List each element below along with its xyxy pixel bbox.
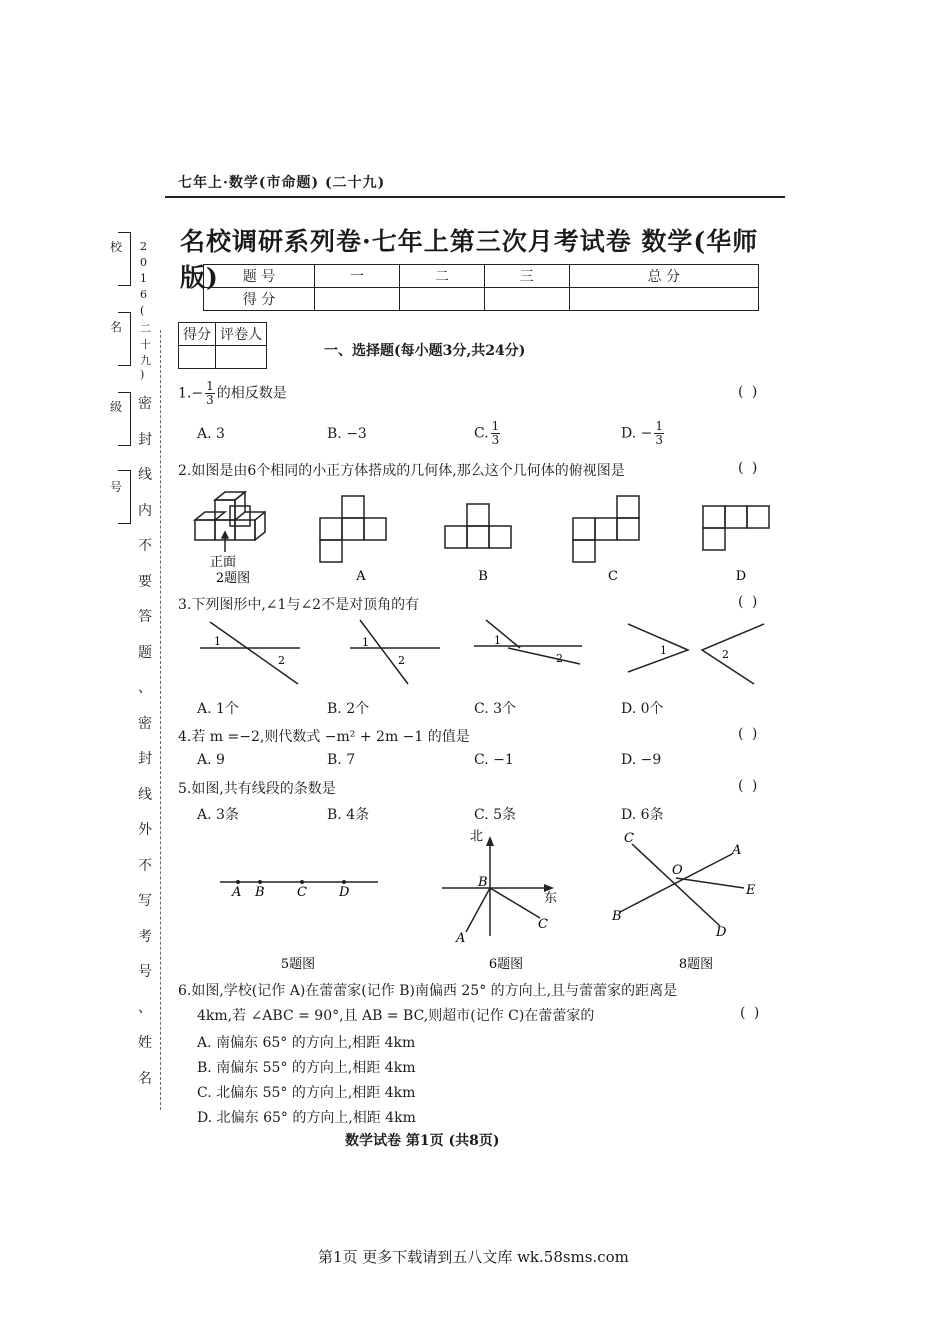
fraction-den: 3 — [206, 393, 214, 407]
score-input-total[interactable] — [569, 288, 758, 311]
q1-option-a: A. 3 — [197, 426, 225, 442]
question-3: 3.下列图形中,∠1与∠2不是对顶角的有 — [178, 597, 420, 613]
question-2: 2.如图是由6个相同的小正方体搭成的几何体,那么这个几何体的俯视图是 — [178, 463, 625, 479]
q4-option-b: B. 7 — [327, 752, 356, 768]
score-input-1[interactable] — [315, 288, 400, 311]
seal-line-char: 、 — [138, 999, 152, 1016]
series-header: 七年上·数学(市命题) (二十九) — [178, 175, 386, 191]
q5-option-b: B. 4条 — [327, 807, 370, 823]
angle-label: 2 — [398, 654, 405, 667]
seal-line-char: 答 — [138, 609, 152, 625]
grader-name-input[interactable] — [216, 346, 267, 369]
q2-fig-caption: 2题图 — [215, 571, 251, 586]
fig8-label: A — [732, 843, 742, 858]
answer-paren[interactable]: ( ) — [738, 726, 760, 742]
score-input-2[interactable] — [399, 288, 484, 311]
score-row-values — [204, 288, 759, 311]
q3-fig-b — [350, 620, 440, 684]
grader-score-label: 得分 — [179, 323, 216, 346]
q6-option-b: B. 南偏东 55° 的方向上,相距 4km — [197, 1060, 416, 1076]
question-6-line2: 4km,若 ∠ABC = 90°,且 AB = BC,则超市(记作 C)在蕾蕾家的 — [197, 1008, 595, 1024]
seal-line-char: 要 — [138, 573, 152, 590]
q1-option-b: B. −3 — [327, 426, 367, 442]
score-cell: 得 分 — [204, 288, 315, 311]
q6-option-a: A. 南偏东 65° 的方向上,相距 4km — [197, 1035, 416, 1051]
seal-year-char: 十 — [140, 338, 151, 351]
answer-paren[interactable]: ( ) — [738, 384, 760, 400]
seal-line-char: 名 — [138, 1070, 152, 1087]
north-arrow-icon — [486, 836, 494, 846]
question-6-line1: 6.如图,学校(记作 A)在蕾蕾家(记作 B)南偏西 25° 的方向上,且与蕾蕾家的距离是 — [178, 983, 678, 999]
seal-year-char: 九 — [140, 354, 151, 367]
grader-score-input[interactable] — [179, 346, 216, 369]
answer-paren[interactable]: ( ) — [740, 1005, 762, 1021]
score-row-header — [204, 265, 759, 288]
page-footer: 数学试卷 第1页 (共8页) — [345, 1133, 500, 1149]
seal-year-char: 6 — [140, 288, 147, 301]
fig5-label: D — [339, 885, 350, 900]
fig5-label: A — [232, 885, 242, 900]
fig6-north: 北 — [470, 829, 484, 844]
score-table — [203, 264, 759, 311]
fraction — [654, 420, 664, 447]
fig5-caption: 5题图 — [280, 957, 316, 972]
q2-label-a: A — [356, 569, 366, 584]
score-cell: 题 号 — [204, 265, 315, 288]
seal-line-char: 外 — [138, 822, 152, 838]
seal-year-char: 0 — [140, 256, 147, 269]
option-label: D. − — [621, 425, 653, 442]
angle-label: 1 — [660, 644, 667, 657]
q2-label-b: B — [478, 569, 488, 584]
seal-line-char: 号 — [138, 964, 152, 980]
fig6-east: 东 — [544, 891, 558, 906]
q2-label-d: D — [735, 569, 747, 584]
fraction-num: 1 — [491, 419, 500, 433]
score-cell: 二 — [399, 265, 484, 288]
fig5-label: B — [255, 885, 265, 900]
fraction-den: 3 — [491, 433, 500, 447]
q3-option-c: C. 3个 — [474, 701, 517, 717]
q6-option-d: D. 北偏东 65° 的方向上,相距 4km — [197, 1110, 416, 1126]
fraction-den: 3 — [655, 433, 663, 447]
q2-label-c: C — [608, 569, 618, 584]
seal-line-char: 封 — [138, 751, 152, 767]
section-title: 一、选择题(每小题3分,共24分) — [324, 343, 526, 359]
fig6-caption: 6题图 — [488, 957, 524, 972]
fig6-compass — [442, 840, 548, 936]
q3-option-b: B. 2个 — [327, 701, 370, 717]
seal-line-char: 写 — [138, 893, 152, 909]
q5-option-d: D. 6条 — [621, 807, 664, 823]
fig8-label: O — [672, 863, 683, 878]
question-4: 4.若 m =−2,则代数式 −m² + 2m −1 的值是 — [178, 729, 470, 745]
option-label: C. — [474, 425, 489, 442]
fig6-label: A — [456, 931, 466, 946]
q2-view-b — [445, 504, 511, 548]
angle-label: 2 — [722, 648, 729, 661]
score-input-3[interactable] — [484, 288, 569, 311]
answer-paren[interactable]: ( ) — [738, 778, 760, 794]
q4-option-a: A. 9 — [197, 752, 225, 768]
fig6-label: B — [478, 875, 488, 890]
fig8-label: D — [716, 925, 727, 940]
seal-box-label: 级 — [110, 400, 123, 414]
fig8-label: B — [612, 909, 622, 924]
fig8-rays — [620, 844, 744, 926]
seal-line-char: 线 — [138, 786, 152, 803]
grader-name-label: 评卷人 — [216, 323, 267, 346]
seal-year-char: 2 — [140, 240, 147, 253]
angle-label: 2 — [556, 652, 563, 665]
seal-line-char: 不 — [138, 538, 152, 554]
q2-view-a — [320, 496, 386, 562]
q2-view-c — [573, 496, 639, 562]
q3-fig-d — [628, 624, 764, 684]
score-cell: 一 — [315, 265, 400, 288]
seal-line-char: 密 — [138, 396, 152, 412]
angle-label: 1 — [494, 634, 501, 647]
question-5: 5.如图,共有线段的条数是 — [178, 781, 336, 797]
fig5-label: C — [297, 885, 307, 900]
angle-label: 1 — [362, 636, 369, 649]
q6-option-c: C. 北偏东 55° 的方向上,相距 4km — [197, 1085, 416, 1101]
seal-year-char: ) — [140, 368, 145, 381]
q1-prefix: 1.− — [178, 385, 204, 402]
score-cell: 总 分 — [569, 265, 758, 288]
q5-option-c: C. 5条 — [474, 807, 517, 823]
fig8-caption: 8题图 — [678, 957, 714, 972]
seal-line-char: 考 — [138, 928, 152, 945]
seal-line-char: 题 — [138, 644, 152, 661]
q3-option-d: D. 0个 — [621, 701, 664, 717]
seal-line-char: 不 — [138, 857, 152, 874]
q1-option-d — [621, 420, 666, 447]
seal-line-char: 、 — [138, 680, 152, 696]
fig8-label: C — [624, 831, 634, 846]
fig6-label: C — [538, 917, 548, 932]
q2-figures — [185, 488, 800, 588]
q3-option-a: A. 1个 — [197, 701, 239, 717]
fraction-num: 1 — [655, 419, 663, 433]
q5-option-a: A. 3条 — [197, 807, 239, 823]
q2-view-d — [703, 506, 769, 550]
seal-line-char: 封 — [138, 431, 152, 448]
q2-front-label: 正面 — [209, 555, 237, 570]
download-note: 第1页 更多下载请到五八文库 wk.58sms.com — [318, 1248, 629, 1266]
seal-year-char: 1 — [140, 272, 147, 285]
q3-fig-c — [474, 620, 582, 664]
q3-fig-a — [200, 622, 300, 684]
fraction — [205, 380, 215, 407]
seal-line-char: 密 — [138, 715, 152, 732]
q5-figures — [210, 824, 780, 974]
seal-line-char: 线 — [138, 467, 152, 483]
seal-year-char: 二 — [140, 322, 151, 335]
q1-option-c — [474, 420, 502, 447]
answer-paren[interactable]: ( ) — [738, 460, 760, 476]
seal-dash-line — [160, 330, 161, 1110]
fig8-label: E — [746, 883, 756, 898]
q4-option-c: C. −1 — [474, 752, 514, 768]
header-rule — [165, 196, 785, 198]
seal-line-char: 姓 — [138, 1035, 152, 1051]
score-cell: 三 — [484, 265, 569, 288]
seal-box-label: 号 — [110, 480, 123, 494]
seal-box-label: 校 — [110, 240, 123, 254]
grader-table — [178, 322, 267, 369]
seal-box-label: 名 — [110, 320, 123, 334]
question-1 — [178, 380, 287, 407]
q2-solid-figure — [195, 492, 265, 552]
answer-paren[interactable]: ( ) — [738, 594, 760, 610]
exam-title: 名校调研系列卷·七年上第三次月考试卷 数学(华师版) — [180, 227, 759, 292]
q3-figures — [190, 612, 780, 692]
seal-line-char: 内 — [138, 502, 152, 519]
angle-label: 2 — [278, 654, 285, 667]
fraction — [491, 420, 501, 447]
fraction-num: 1 — [206, 379, 214, 393]
q1-text: 的相反数是 — [216, 385, 287, 402]
seal-year-char: ( — [140, 304, 145, 317]
angle-label: 1 — [214, 635, 221, 648]
q4-option-d: D. −9 — [621, 752, 662, 768]
